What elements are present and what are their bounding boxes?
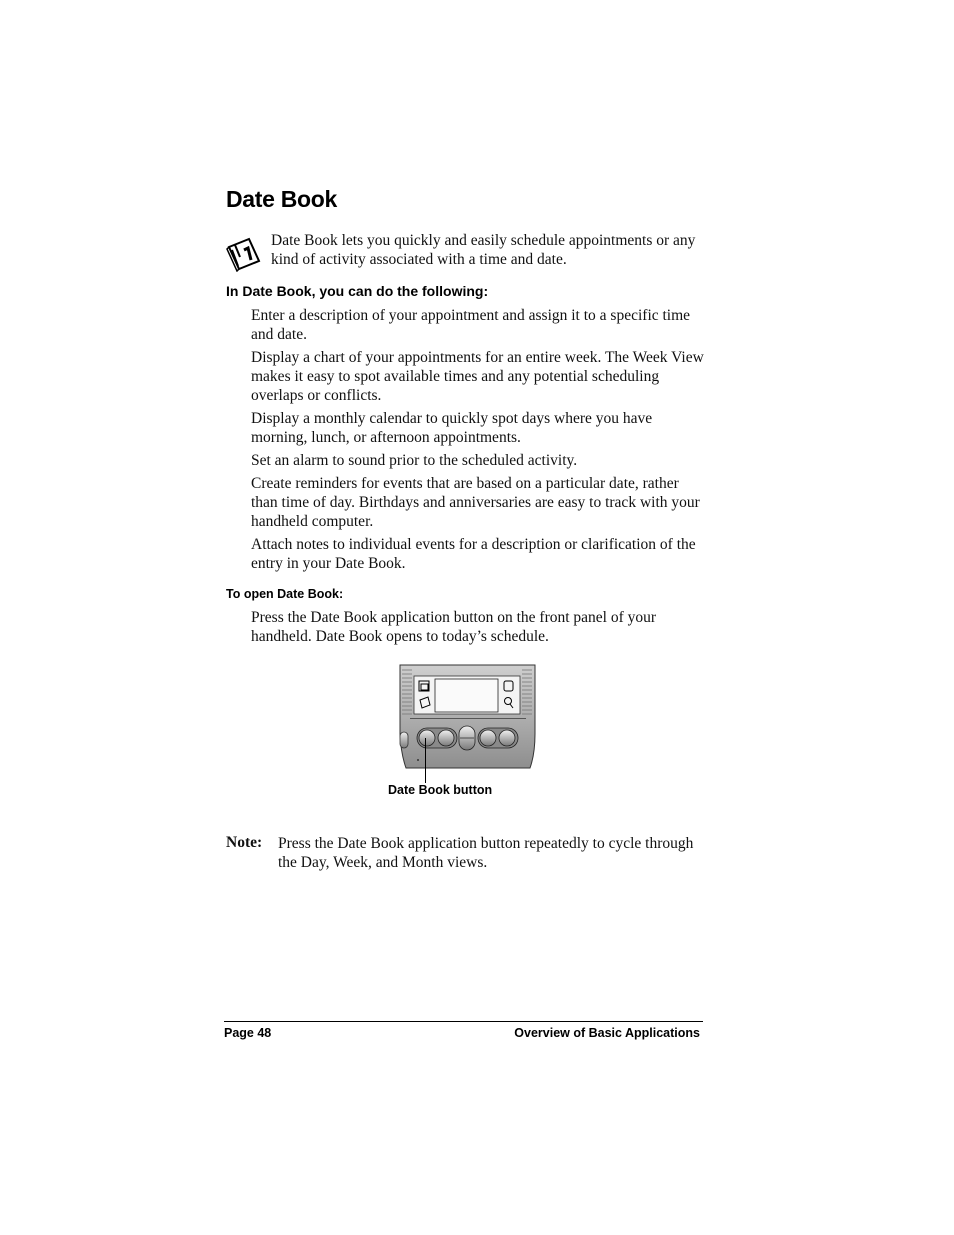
feature-item: Display a monthly calendar to quickly spot days where you have morning, lunch, or afternoon appointments. xyxy=(251,410,653,446)
footer-divider xyxy=(224,1021,703,1022)
features-heading: In Date Book, you can do the following: xyxy=(226,283,489,299)
section-name: Overview of Basic Applications xyxy=(514,1026,700,1040)
handheld-device-illustration xyxy=(398,664,538,772)
feature-item: Enter a description of your appointment and assign it to a specific time and date. xyxy=(251,307,691,343)
page-number: Page 48 xyxy=(224,1026,272,1040)
open-instructions: Press the Date Book application button on the front panel of your handheld. Date Book opens to today’s schedule. xyxy=(251,609,657,645)
feature-item: Attach notes to individual events for a description or clarification of the entry in your Date Book. xyxy=(251,536,696,572)
date-book-icon xyxy=(226,236,262,272)
open-heading: To open Date Book: xyxy=(226,587,344,601)
figure-caption: Date Book button xyxy=(388,783,493,797)
feature-item: Create reminders for events that are based on a particular date, rather than time of day. Birthdays and anniversaries are easy to track with your handheld computer. xyxy=(251,475,700,530)
feature-item: Set an alarm to sound prior to the scheduled activity. xyxy=(251,452,578,469)
note-text: Press the Date Book application button repeatedly to cycle through the Day, Week, and Month views. xyxy=(278,835,694,871)
intro-text: Date Book lets you quickly and easily schedule appointments or any kind of activity associated with a time and date. xyxy=(271,232,696,268)
page-title: Date Book xyxy=(226,186,338,212)
feature-item: Display a chart of your appointments for an entire week. The Week View makes it easy to spot available times and any potential scheduling overlaps or conflicts. xyxy=(251,349,704,404)
callout-line xyxy=(425,738,426,788)
note-label: Note: xyxy=(226,834,263,851)
